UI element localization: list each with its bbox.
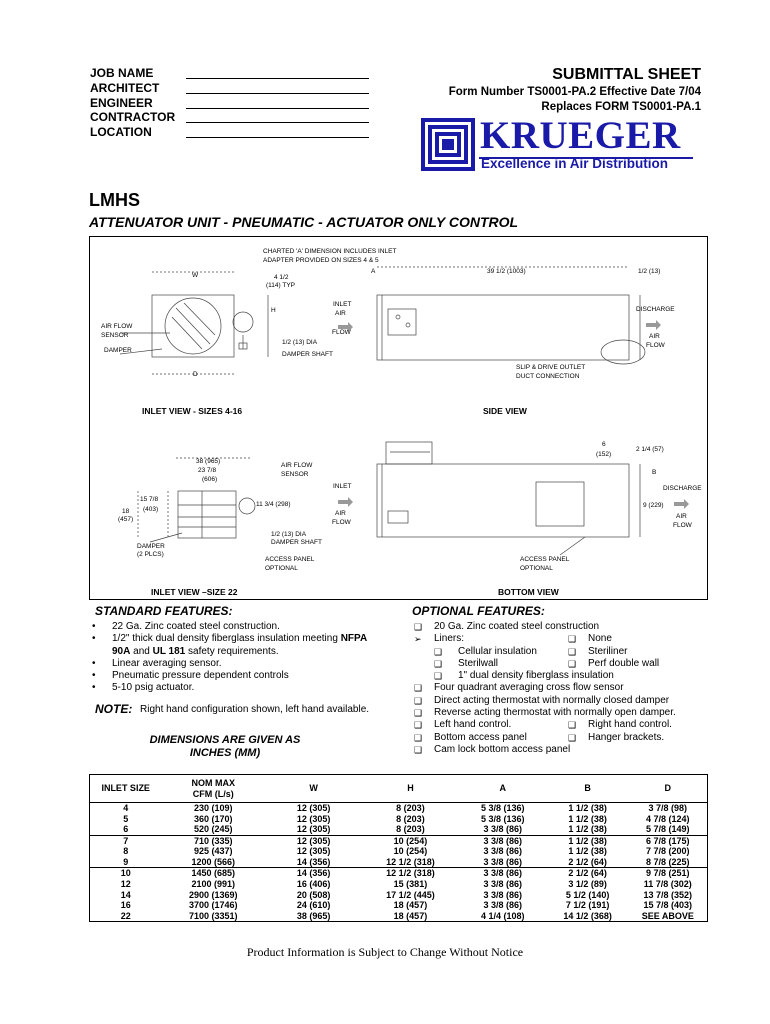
brand-tagline: Excellence in Air Distribution <box>481 156 669 171</box>
table-cell: 925 (437) <box>194 846 233 857</box>
table-cell: 14 1/2 (368) <box>563 910 612 921</box>
b-dim: 2 1/4 (57) <box>636 446 664 453</box>
table-cell: 16 <box>120 900 131 911</box>
col-a: A <box>459 775 547 803</box>
i22-air: AIR <box>335 510 346 517</box>
i22-h1: 15 7/8 <box>140 496 159 503</box>
list-item: ❑ Left hand control. ❑ Right hand control. <box>414 719 672 731</box>
table-cell: 12 (305) <box>296 846 331 857</box>
table-cell: 18 (457) <box>393 900 428 911</box>
technical-drawings <box>90 237 709 601</box>
krueger-logo <box>420 114 704 172</box>
dimensions-note: DIMENSIONS ARE GIVEN AS INCHES (MM) <box>149 734 301 759</box>
dim-w: W <box>192 272 199 279</box>
table-cell: 12 (305) <box>265 824 362 835</box>
col-w: W <box>265 775 362 803</box>
list-item: ➢ Liners: ❑ None <box>414 633 612 645</box>
form-number: Form Number TS0001-PA.2 Effective Date 7/04 <box>448 86 701 98</box>
list-item: • 1/2" thick dual density fiberglass insulation meeting NFPA 90A and UL 181 safety requirements. <box>92 633 368 657</box>
table-cell: 11 7/8 (302) <box>643 878 692 889</box>
inlet22-view-title: INLET VIEW –SIZE 22 <box>151 587 238 597</box>
b-access-2: OPTIONAL <box>520 565 553 572</box>
table-cell: 7 1/2 (191) <box>565 900 610 911</box>
model-title: LMHS <box>89 190 140 210</box>
table-row <box>90 868 708 879</box>
table-cell: 14 (356) <box>296 868 331 879</box>
i22-flow: FLOW <box>332 519 351 526</box>
table-cell: 12 1/2 (318) <box>386 868 435 879</box>
flow-label: FLOW <box>332 329 351 336</box>
table-cell: 3700 (1746) <box>189 900 238 911</box>
table-cell: 1 1/2 (38) <box>547 824 629 835</box>
table-cell: 10 (254) <box>393 846 428 857</box>
table-cell: 3 3/8 (86) <box>483 868 523 879</box>
col-h: H <box>362 775 459 803</box>
optional-list <box>412 621 708 756</box>
table-cell: 4 1/4 (108) <box>481 910 525 921</box>
i22-h2: (403) <box>143 506 159 513</box>
inlet-label: INLET <box>333 301 352 308</box>
location-label: LOCATION <box>90 125 152 139</box>
table-cell: 3 7/8 (98) <box>648 803 688 813</box>
list-item: ❑ Sterilwall ❑ Perf double wall <box>434 657 660 669</box>
table-cell: 38 (965) <box>296 910 331 921</box>
table-cell: 13 7/8 (352) <box>643 889 693 900</box>
sheet-title: SUBMITTAL SHEET <box>552 66 701 83</box>
table-cell: 12 (305) <box>296 813 331 824</box>
table-cell: 1 1/2 (38) <box>568 803 607 813</box>
table-cell: 3 3/8 (86) <box>459 857 547 868</box>
table-cell: 18 (457) <box>393 910 428 921</box>
contractor-field[interactable] <box>186 122 369 123</box>
replaces-form: Replaces FORM TS0001-PA.1 <box>541 101 701 113</box>
table-cell: 1450 (685) <box>191 868 236 879</box>
i22-w2: 23 7/8 <box>198 467 217 474</box>
table-cell: 5 7/8 (149) <box>629 824 708 835</box>
standard-list <box>90 621 390 695</box>
table-cell: 12 <box>120 878 131 889</box>
col-cfm: NOM MAX CFM (L/s) <box>161 775 265 803</box>
list-item: ❑ 20 Ga. Zinc coated steel construction <box>414 621 600 632</box>
table-cell: 9 <box>90 857 162 868</box>
inlet-view-title: INLET VIEW - SIZES 4-16 <box>142 406 243 416</box>
job-name-field[interactable] <box>186 78 369 79</box>
i22-inlet: INLET <box>333 483 352 490</box>
table-cell: 1 1/2 (38) <box>568 835 607 846</box>
table-cell: 3 3/8 (86) <box>483 878 523 889</box>
side-air: AIR <box>649 333 660 340</box>
architect-field[interactable] <box>186 93 369 94</box>
table-cell: 24 (610) <box>296 900 331 911</box>
dim-typ-2: (114) TYP <box>266 282 296 289</box>
table-cell: 4 7/8 (124) <box>646 813 690 824</box>
note-line-2: ADAPTER PROVIDED ON SIZES 4 & 5 <box>263 257 379 264</box>
table-header-row <box>90 775 708 803</box>
table-cell: 3 3/8 (86) <box>483 900 523 911</box>
table-cell: 14 <box>120 889 131 900</box>
table-cell: 14 (356) <box>265 857 362 868</box>
note-label: NOTE: <box>95 702 133 716</box>
b-air: AIR <box>676 513 687 520</box>
table-cell: 5 3/8 (136) <box>481 813 525 824</box>
table-cell: 360 (170) <box>194 813 233 824</box>
list-item: • Linear averaging sensor. <box>92 657 222 669</box>
i22-damper-2: (2 PLCS) <box>137 551 164 558</box>
list-item: ❑ Cam lock bottom access panel <box>414 743 571 755</box>
table-cell: 6 7/8 (175) <box>646 835 690 846</box>
i22-w1: 38 (965) <box>196 458 221 465</box>
table-cell: 520 (245) <box>161 824 265 835</box>
slip-label-1: SLIP & DRIVE OUTLET <box>516 364 586 371</box>
table-cell: 2 1/2 (64) <box>547 857 629 868</box>
dim-d: D <box>193 371 198 378</box>
table-cell: 17 1/2 (445) <box>386 889 435 900</box>
shaft-dia: 1/2 (13) DIA <box>282 339 318 346</box>
location-field[interactable] <box>186 137 369 138</box>
table-row <box>90 879 708 890</box>
b-nine: 9 (229) <box>643 502 664 509</box>
b-discharge: DISCHARGE <box>663 485 702 492</box>
i22-mid: 11 3/4 (298) <box>256 501 291 508</box>
table-cell: 20 (508) <box>296 889 331 900</box>
side-flow: FLOW <box>646 342 665 349</box>
table-cell: 12 (305) <box>296 803 331 813</box>
table-cell: 7100 (3351) <box>189 910 238 921</box>
table-row <box>90 857 708 868</box>
optional-heading: OPTIONAL FEATURES: <box>412 604 545 618</box>
dimensions-table <box>89 774 708 922</box>
list-item: ❑ Cellular insulation ❑ Steriliner <box>434 645 628 657</box>
product-subtitle: ATTENUATOR UNIT - PNEUMATIC - ACTUATOR ONLY CONTROL <box>89 214 519 230</box>
table-cell: 2 1/2 (64) <box>568 868 607 879</box>
table-cell: 8 (203) <box>396 803 425 813</box>
table-cell: 8 (203) <box>362 824 459 835</box>
list-item: ❑ Four quadrant averaging cross flow sensor <box>414 682 624 694</box>
table-cell: 1 1/2 (38) <box>568 846 607 857</box>
table-cell: 5 3/8 (136) <box>481 803 525 813</box>
i22-h4: (457) <box>118 516 134 523</box>
dim-h: H <box>271 307 276 314</box>
col-inlet-size: INLET SIZE <box>90 775 162 803</box>
drawings-panel <box>89 236 708 600</box>
table-cell: 7 <box>123 835 129 846</box>
table-cell: 230 (109) <box>194 803 233 813</box>
i22-sensor-2: SENSOR <box>281 471 309 478</box>
table-cell: 12 1/2 (318) <box>362 857 459 868</box>
table-cell: 15 7/8 (403) <box>643 900 693 911</box>
table-cell: 8 <box>123 846 129 857</box>
shaft-label: DAMPER SHAFT <box>282 351 333 358</box>
standard-heading: STANDARD FEATURES: <box>95 604 233 618</box>
list-item: • Pneumatic pressure dependent controls <box>92 670 289 682</box>
table-cell: 12 (305) <box>296 835 331 846</box>
b-six-2: (152) <box>596 451 612 458</box>
table-cell: 8 7/8 (225) <box>629 857 708 868</box>
sensor-label-1: AIR FLOW <box>101 323 133 330</box>
engineer-label: ENGINEER <box>90 96 153 110</box>
i22-access-1: ACCESS PANEL <box>265 556 315 563</box>
dim-length: 39 1/2 (1003) <box>487 268 526 275</box>
table-cell: 15 (381) <box>393 878 428 889</box>
table-cell: 3 3/8 (86) <box>459 824 547 835</box>
footer-note: Product Information is Subject to Change Without Notice <box>246 945 524 959</box>
dim-a: A <box>371 268 376 275</box>
table-row <box>90 911 708 922</box>
i22-sensor-1: AIR FLOW <box>281 462 313 469</box>
table-cell: 2100 (991) <box>191 878 236 889</box>
table-cell: 8 (203) <box>396 813 425 824</box>
i22-damper-1: DAMPER <box>137 543 165 550</box>
table-cell: 3 3/8 (86) <box>483 889 523 900</box>
table-cell: 10 <box>120 868 131 879</box>
i22-shaft: DAMPER SHAFT <box>271 539 322 546</box>
table-cell: 710 (335) <box>194 835 233 846</box>
table-row <box>90 835 708 846</box>
b-flow: FLOW <box>673 522 692 529</box>
table-cell: SEE ABOVE <box>641 910 694 921</box>
side-view-title: SIDE VIEW <box>483 406 527 416</box>
table-row <box>90 846 708 857</box>
table-cell: 16 (406) <box>296 878 331 889</box>
b-six-1: 6 <box>602 441 606 448</box>
table-cell: 5 1/2 (140) <box>565 889 610 900</box>
col-d: D <box>629 775 708 803</box>
table-cell: 3 3/8 (86) <box>483 846 523 857</box>
dim-typ-1: 4 1/2 <box>274 274 289 281</box>
table-cell: 1 1/2 (38) <box>568 813 607 824</box>
table-cell: 1200 (566) <box>161 857 265 868</box>
job-name-label: JOB NAME <box>90 66 154 80</box>
slip-label-2: DUCT CONNECTION <box>516 373 580 380</box>
i22-access-2: OPTIONAL <box>265 565 298 572</box>
b-access-1: ACCESS PANEL <box>520 556 570 563</box>
i22-dia: 1/2 (13) DIA <box>271 531 307 538</box>
table-cell: 9 7/8 (251) <box>646 868 690 879</box>
b-dim-b: B <box>652 469 657 476</box>
list-item: • 5-10 psig actuator. <box>92 682 195 694</box>
table-cell: 6 <box>90 824 162 835</box>
air-label: AIR <box>335 310 346 317</box>
table-cell: 4 <box>123 803 129 813</box>
list-item: ❑ Bottom access panel ❑ Hanger brackets. <box>414 731 665 743</box>
table-cell: 3 1/2 (89) <box>568 878 607 889</box>
list-item: • 22 Ga. Zinc coated steel construction. <box>92 621 280 632</box>
list-item: ❑ Direct acting thermostat with normally closed damper <box>414 694 670 706</box>
table-cell: 10 (254) <box>393 835 428 846</box>
col-b: B <box>547 775 629 803</box>
table-row <box>90 900 708 911</box>
brand-name: KRUEGER <box>480 114 681 157</box>
table-row <box>90 814 708 825</box>
contractor-label: CONTRACTOR <box>90 110 176 124</box>
table-cell: 7 7/8 (200) <box>646 846 690 857</box>
engineer-field[interactable] <box>186 108 369 109</box>
note-text: Right hand configuration shown, left hand available. <box>140 704 370 715</box>
damper-label: DAMPER <box>104 347 132 354</box>
table-body <box>90 803 708 922</box>
table-row <box>90 890 708 901</box>
table-cell: 3 3/8 (86) <box>483 835 523 846</box>
list-item: ❑ Reverse acting thermostat with normally open damper. <box>414 707 676 719</box>
dim-half: 1/2 (13) <box>638 268 661 275</box>
list-item: ❑ 1" dual density fiberglass insulation <box>434 670 614 682</box>
table-cell: 2900 (1369) <box>189 889 238 900</box>
table-cell: 5 <box>123 813 129 824</box>
table-cell: 22 <box>120 910 131 921</box>
sensor-label-2: SENSOR <box>101 332 129 339</box>
i22-h3: 18 <box>122 508 130 515</box>
architect-label: ARCHITECT <box>90 81 160 95</box>
discharge-label: DISCHARGE <box>636 306 675 313</box>
note-line-1: CHARTED 'A' DIMENSION INCLUDES INLET <box>263 248 397 255</box>
table-row <box>90 824 708 835</box>
table-row <box>90 803 708 814</box>
bottom-view-title: BOTTOM VIEW <box>498 587 559 597</box>
i22-w3: (606) <box>202 476 218 483</box>
